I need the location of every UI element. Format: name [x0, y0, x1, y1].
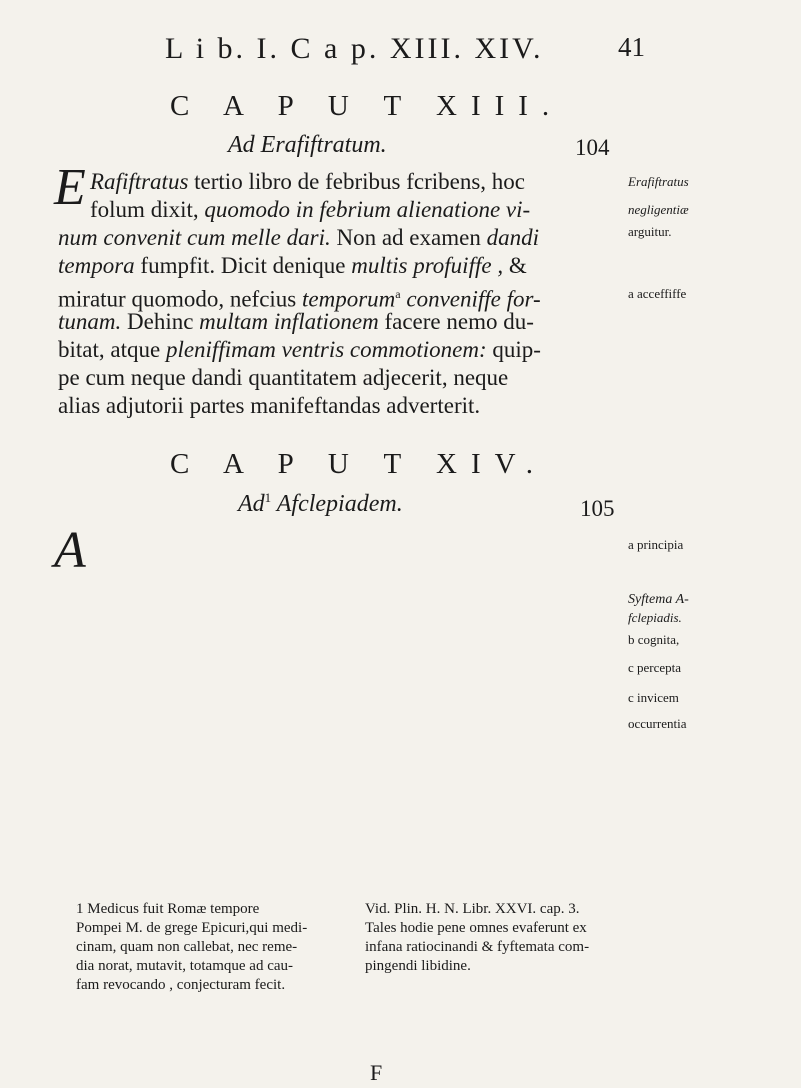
text: Dehinc — [121, 309, 200, 334]
text: bitat, atque — [58, 337, 166, 362]
chapter-13-subtitle: Ad Erafiftratum. — [228, 132, 387, 158]
margin-note: b cognita, — [628, 632, 680, 647]
margin-note: negligentiæ — [628, 202, 689, 217]
text-italic: temporum — [302, 286, 396, 312]
chapter-14-subtitle — [238, 490, 403, 518]
text-italic: Afclepiadem. — [276, 491, 403, 517]
margin-note: c percepta — [628, 660, 682, 675]
ch13-line-1 — [90, 168, 650, 196]
footnote-marker: a — [395, 287, 401, 301]
footnote-marker: 1 — [264, 490, 272, 505]
ch13-line-4 — [58, 252, 618, 280]
text: folum dixit, — [90, 197, 205, 222]
footnote-line: dia norat, mutavit, totamque ad cau- — [76, 958, 294, 974]
text-italic: multam inflationem — [199, 309, 379, 334]
text: alias adjutorii partes manifeftandas adverterit. — [58, 393, 481, 418]
text-italic: num convenit cum melle dari. — [58, 225, 331, 250]
footnote-line: Tales hodie pene omnes evaferunt ex — [365, 920, 587, 936]
running-head — [165, 32, 645, 66]
text: fumpfit. Dicit denique — [134, 253, 352, 278]
margin-note: fclepiadis. — [628, 610, 682, 625]
chapter-13-section-number: 104 — [575, 135, 610, 160]
margin-note: occurrentia — [628, 716, 687, 731]
ch13-line-6 — [58, 308, 618, 336]
text: & — [508, 253, 527, 278]
text-italic: tunam. — [58, 309, 122, 334]
signature-mark: F — [370, 1060, 383, 1085]
text-italic: multis profuiffe , — [351, 253, 504, 278]
margin-note: arguitur. — [628, 224, 672, 239]
running-head-text: L i b. I. C a p. XIII. XIV. — [165, 32, 544, 65]
footnote-line: fam revocando , conjecturam fecit. — [76, 977, 286, 993]
ch13-line-9 — [58, 392, 618, 420]
margin-note: c invicem — [628, 690, 679, 705]
ch13-line-7 — [58, 336, 618, 364]
margin-note: a principia — [628, 537, 684, 552]
text-italic: Rafiftratus — [90, 169, 189, 194]
chapter-14-section-number: 105 — [580, 496, 615, 521]
text: Non ad examen — [330, 225, 487, 250]
footnote-left — [76, 900, 307, 995]
margin-note: a acceffiffe — [628, 286, 687, 301]
text-italic: dandi — [486, 225, 539, 250]
chapter-14-title: C A P U T XIV. — [170, 448, 548, 480]
footnote-line: cinam, quam non callebat, nec reme- — [76, 939, 298, 955]
text: tertio libro de febribus fcribens, hoc — [188, 169, 525, 194]
ch13-line-2 — [90, 196, 650, 224]
footnote-right — [365, 900, 589, 976]
text-italic: quomodo in febrium alienatione vi- — [204, 197, 531, 222]
chapter-13-title: C A P U T XIII. — [170, 90, 564, 122]
text-italic: tempora — [58, 253, 135, 278]
margin-note: Erafiftratus — [628, 174, 689, 189]
footnote-line: infana ratiocinandi & fyftemata com- — [365, 939, 590, 955]
ch13-line-3 — [58, 224, 618, 252]
text: quip- — [486, 337, 541, 362]
text: miratur quomodo, nefcius — [58, 286, 303, 312]
chapter-14-dropcap: A — [54, 522, 86, 579]
ch13-line-8 — [58, 364, 618, 392]
footnote-line: Pompei M. de grege Epicuri,qui medi- — [76, 920, 308, 936]
text: facere nemo du- — [378, 309, 534, 334]
page-number: 41 — [618, 32, 645, 62]
footnote-line: Vid. Plin. H. N. Libr. XXVI. cap. 3. — [365, 901, 580, 917]
text-italic: conveniffe for- — [406, 286, 541, 312]
margin-note: Syftema A- — [628, 592, 689, 607]
text-italic: pleniffimam ventris commotionem: — [165, 337, 487, 362]
text-italic: Ad — [238, 491, 265, 517]
footnote-line: pingendi libidine. — [365, 958, 471, 974]
chapter-13-dropcap: E — [54, 159, 86, 216]
text: pe cum neque dandi quantitatem adjecerit, neque — [58, 365, 509, 390]
footnote-line: 1 Medicus fuit Romæ tempore — [76, 901, 260, 917]
